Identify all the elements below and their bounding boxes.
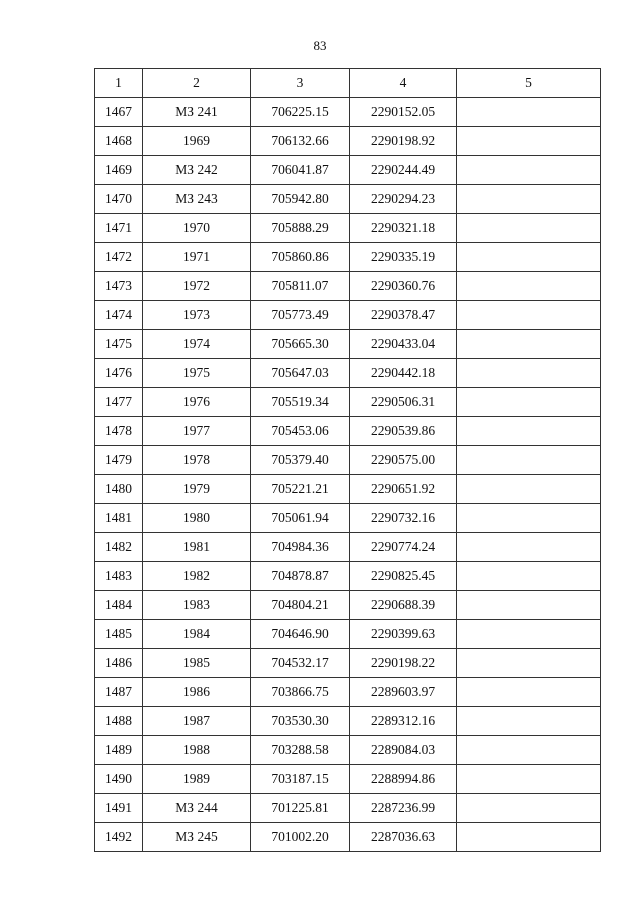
table-cell: 1989 [143,765,251,794]
table-cell: 704878.87 [251,562,350,591]
table-row [95,156,601,185]
table-cell: 1973 [143,301,251,330]
table-cell: 1969 [143,127,251,156]
table-cell: МЗ 242 [143,156,251,185]
table-cell: 2290825.45 [350,562,457,591]
table-cell: 704984.36 [251,533,350,562]
table-cell: 1985 [143,649,251,678]
table-row [95,214,601,243]
table-cell: МЗ 243 [143,185,251,214]
table-cell: 1479 [95,446,143,475]
table-cell [457,504,601,533]
table-cell: 1487 [95,678,143,707]
table-cell: 2290198.92 [350,127,457,156]
table-cell: 1981 [143,533,251,562]
table-cell: 705942.80 [251,185,350,214]
table-cell: 703187.15 [251,765,350,794]
table-row [95,359,601,388]
table-cell: 2290651.92 [350,475,457,504]
column-header: 3 [251,69,350,98]
table-cell: МЗ 245 [143,823,251,852]
table-cell: 1970 [143,214,251,243]
table-cell [457,446,601,475]
table-cell [457,765,601,794]
table-cell: 2290321.18 [350,214,457,243]
table-row [95,446,601,475]
table-cell: 1972 [143,272,251,301]
table-row [95,707,601,736]
table-cell: 2290244.49 [350,156,457,185]
table-cell: 701002.20 [251,823,350,852]
table-row [95,504,601,533]
table-row [95,301,601,330]
table-cell: 703530.30 [251,707,350,736]
table-cell [457,591,601,620]
table-row [95,127,601,156]
column-header: 5 [457,69,601,98]
table-cell [457,330,601,359]
table-cell: 705773.49 [251,301,350,330]
table-cell: 2290335.19 [350,243,457,272]
table-cell: 2290539.86 [350,417,457,446]
table-cell: 1490 [95,765,143,794]
table-cell: 1477 [95,388,143,417]
table-cell [457,156,601,185]
table-cell [457,649,601,678]
table-cell: 705888.29 [251,214,350,243]
table-cell: 2290688.39 [350,591,457,620]
table-cell [457,794,601,823]
table-cell: 1474 [95,301,143,330]
table-cell [457,678,601,707]
table-cell [457,823,601,852]
table-cell: 706225.15 [251,98,350,127]
column-header: 2 [143,69,251,98]
table-cell: 2290506.31 [350,388,457,417]
table-cell: 1978 [143,446,251,475]
table-row [95,243,601,272]
table-cell [457,243,601,272]
table-cell [457,417,601,446]
table-cell: 1976 [143,388,251,417]
table-cell: 1977 [143,417,251,446]
table-cell: 1492 [95,823,143,852]
table-cell: 2290360.76 [350,272,457,301]
table-cell: 1984 [143,620,251,649]
table-row [95,591,601,620]
table-cell: 2287236.99 [350,794,457,823]
table-row [95,620,601,649]
table-row [95,678,601,707]
column-header: 1 [95,69,143,98]
column-header: 4 [350,69,457,98]
table-cell: МЗ 241 [143,98,251,127]
table-cell: 1482 [95,533,143,562]
table-cell: 1476 [95,359,143,388]
table-body [95,98,601,852]
table-cell: 1988 [143,736,251,765]
table-header-row [95,69,601,98]
table-cell: МЗ 244 [143,794,251,823]
table-cell: 1478 [95,417,143,446]
table-cell: 705453.06 [251,417,350,446]
table-cell: 2289312.16 [350,707,457,736]
table-row [95,185,601,214]
table-cell: 1475 [95,330,143,359]
table-row [95,417,601,446]
table-cell: 704646.90 [251,620,350,649]
table-cell [457,562,601,591]
table-cell: 1473 [95,272,143,301]
table-cell: 705221.21 [251,475,350,504]
table-cell: 2290442.18 [350,359,457,388]
table-cell [457,736,601,765]
table-cell: 706041.87 [251,156,350,185]
table-cell: 1485 [95,620,143,649]
table-cell [457,98,601,127]
table-cell: 1491 [95,794,143,823]
table-cell: 701225.81 [251,794,350,823]
table-row [95,794,601,823]
table-cell: 705519.34 [251,388,350,417]
table-cell: 1982 [143,562,251,591]
table-cell: 2290399.63 [350,620,457,649]
table-cell: 1975 [143,359,251,388]
table-cell: 1468 [95,127,143,156]
table-cell: 1983 [143,591,251,620]
table-cell: 1467 [95,98,143,127]
table-row [95,388,601,417]
table-cell [457,272,601,301]
table-cell [457,388,601,417]
table-cell: 703288.58 [251,736,350,765]
table-cell: 1971 [143,243,251,272]
table-cell: 2289603.97 [350,678,457,707]
table-cell: 1489 [95,736,143,765]
table-cell [457,127,601,156]
table-cell: 1980 [143,504,251,533]
coordinates-table [94,68,601,852]
table-cell: 1481 [95,504,143,533]
page-number: 83 [313,38,327,53]
table-cell: 705860.86 [251,243,350,272]
table-cell: 2288994.86 [350,765,457,794]
table-cell: 1484 [95,591,143,620]
table-cell: 705379.40 [251,446,350,475]
table-row [95,98,601,127]
table-cell: 1471 [95,214,143,243]
table-row [95,736,601,765]
table-cell: 2290294.23 [350,185,457,214]
table-cell: 2290732.16 [350,504,457,533]
table-cell: 1979 [143,475,251,504]
table-cell: 1486 [95,649,143,678]
table-cell [457,214,601,243]
table-cell: 705061.94 [251,504,350,533]
table-cell [457,620,601,649]
table-cell: 2287036.63 [350,823,457,852]
table-row [95,649,601,678]
table-cell: 1472 [95,243,143,272]
table-row [95,823,601,852]
table-row [95,475,601,504]
table-cell: 1469 [95,156,143,185]
table-row [95,562,601,591]
table-row [95,272,601,301]
table-cell: 2290774.24 [350,533,457,562]
table-row [95,765,601,794]
table-cell [457,301,601,330]
table-cell: 1470 [95,185,143,214]
table-cell: 2290433.04 [350,330,457,359]
table-cell [457,707,601,736]
table-cell: 1986 [143,678,251,707]
table-cell: 2290378.47 [350,301,457,330]
table-cell: 706132.66 [251,127,350,156]
table-cell: 705811.07 [251,272,350,301]
table-cell: 705665.30 [251,330,350,359]
table-cell: 704532.17 [251,649,350,678]
table-cell: 2290152.05 [350,98,457,127]
table-cell: 1483 [95,562,143,591]
table-cell: 1480 [95,475,143,504]
table-cell [457,185,601,214]
table-row [95,533,601,562]
table-cell [457,533,601,562]
table-cell: 2289084.03 [350,736,457,765]
table-cell [457,359,601,388]
table-cell: 1974 [143,330,251,359]
table-cell: 2290198.22 [350,649,457,678]
table-cell: 1987 [143,707,251,736]
table-cell [457,475,601,504]
table-cell: 2290575.00 [350,446,457,475]
table-cell: 1488 [95,707,143,736]
table-cell: 705647.03 [251,359,350,388]
table-cell: 704804.21 [251,591,350,620]
table-row [95,330,601,359]
table-cell: 703866.75 [251,678,350,707]
